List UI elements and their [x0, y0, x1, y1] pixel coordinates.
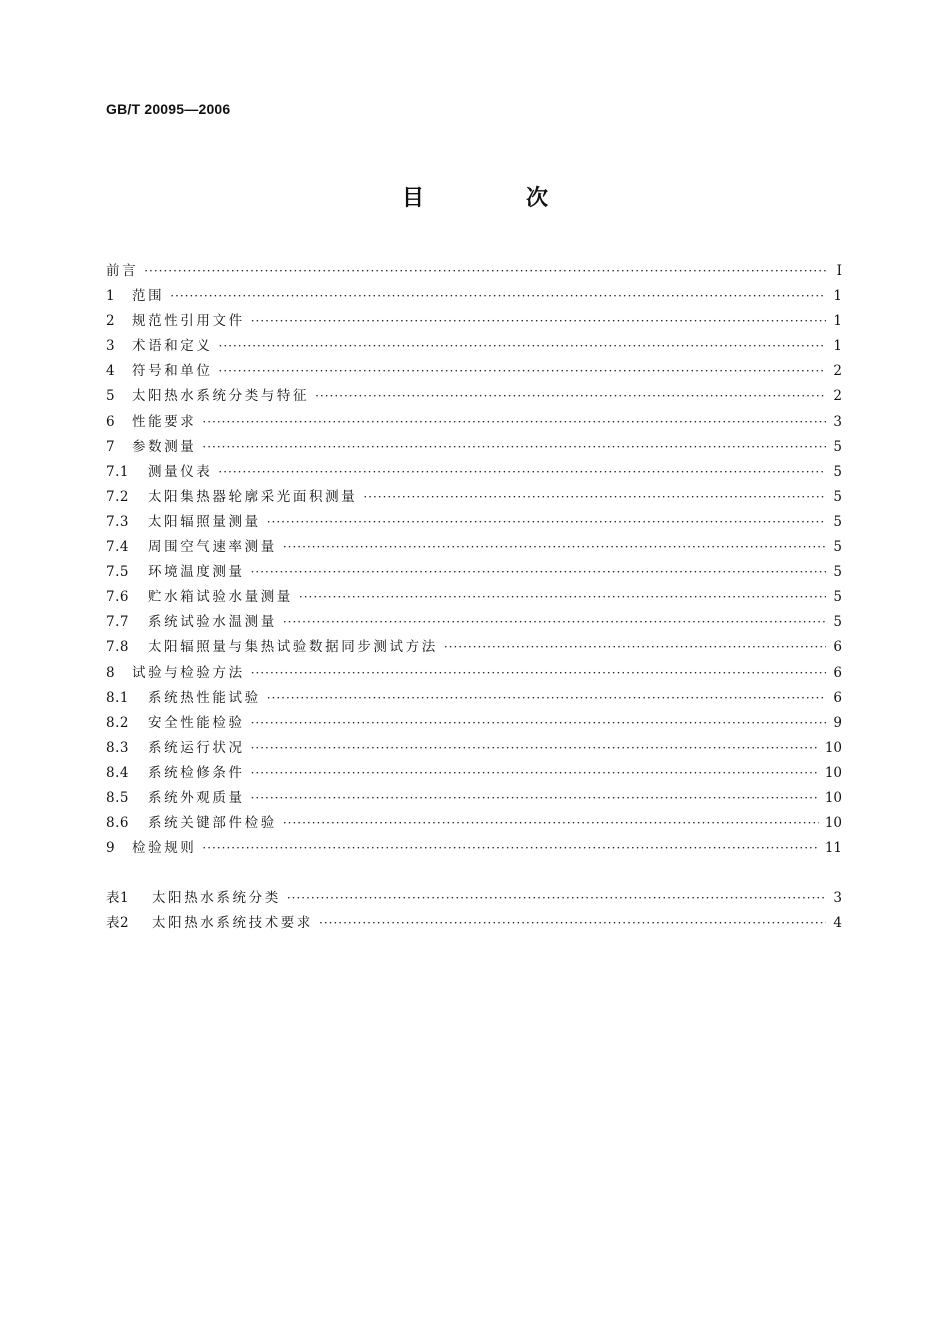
toc-entry-page: 5 — [833, 463, 842, 480]
toc-entry-title: 检验规则 — [132, 840, 197, 857]
toc-entry[interactable] — [106, 359, 842, 384]
toc-entry-title: 术语和定义 — [132, 338, 213, 355]
dot-leader — [267, 686, 826, 711]
toc-entry-number: 7.7 — [106, 614, 129, 631]
dot-leader — [444, 635, 826, 660]
toc-entry[interactable] — [106, 510, 842, 535]
table-of-contents — [106, 259, 842, 936]
toc-entry-number: 2 — [106, 313, 116, 330]
dot-leader — [170, 284, 826, 309]
toc-entry-page: 5 — [833, 539, 842, 556]
toc-entry-title: 太阳辐照量测量 — [148, 513, 261, 530]
toc-entry-page: 4 — [833, 915, 842, 932]
toc-entry[interactable] — [106, 661, 842, 686]
toc-entry-page: 1 — [833, 288, 842, 305]
toc-entry-page: 11 — [824, 840, 842, 857]
toc-entry[interactable] — [106, 786, 842, 811]
toc-entry[interactable] — [106, 334, 842, 359]
dot-leader — [299, 585, 826, 610]
toc-entry-number: 6 — [106, 413, 116, 430]
toc-entry-page: 5 — [833, 488, 842, 505]
toc-entry-number: 5 — [106, 388, 116, 405]
toc-entry-number: 9 — [106, 840, 116, 857]
dot-leader — [319, 911, 826, 936]
dot-leader — [202, 836, 818, 861]
toc-entry-number: 8.1 — [106, 689, 129, 706]
dot-leader — [144, 259, 826, 284]
toc-entry[interactable] — [106, 886, 842, 911]
toc-entry-page: 6 — [833, 639, 842, 656]
toc-entry-number: 7.8 — [106, 639, 129, 656]
toc-entry-page: 10 — [824, 764, 842, 781]
toc-entry[interactable] — [106, 460, 842, 485]
toc-entry-number: 8.6 — [106, 815, 129, 832]
toc-entry[interactable] — [106, 410, 842, 435]
toc-entry-number: 7.1 — [106, 463, 129, 480]
toc-entry-number: 8.5 — [106, 789, 129, 806]
dot-leader — [202, 410, 826, 435]
toc-entry[interactable] — [106, 560, 842, 585]
toc-entry-number: 7 — [106, 438, 116, 455]
toc-entry-title: 系统热性能试验 — [148, 689, 261, 706]
toc-entry[interactable] — [106, 736, 842, 761]
toc-entry-number: 7.3 — [106, 513, 129, 530]
document-code: GB/T 20095—2006 — [106, 101, 231, 117]
toc-entry-title: 贮水箱试验水量测量 — [148, 589, 293, 606]
toc-entry-title: 太阳热水系统分类与特征 — [132, 388, 310, 405]
toc-entry[interactable] — [106, 384, 842, 409]
toc-entry-number: 8.4 — [106, 764, 129, 781]
toc-entry[interactable] — [106, 635, 842, 660]
toc-entry-page: 3 — [833, 890, 842, 907]
toc-entry-number: 7.2 — [106, 488, 129, 505]
toc-entry[interactable] — [106, 911, 842, 936]
toc-entries — [106, 259, 842, 861]
toc-entry-title: 太阳集热器轮廓采光面积测量 — [148, 488, 358, 505]
toc-entry-page: 3 — [833, 413, 842, 430]
toc-entry-number: 8.3 — [106, 739, 129, 756]
toc-entry-title: 参数测量 — [132, 438, 197, 455]
toc-entry-number: 4 — [106, 363, 116, 380]
toc-entry-title: 太阳热水系统分类 — [152, 890, 281, 907]
dot-leader — [251, 761, 819, 786]
toc-entry-number: 7.5 — [106, 564, 129, 581]
toc-entry-title: 太阳辐照量与集热试验数据同步测试方法 — [148, 639, 438, 656]
toc-entry-title: 试验与检验方法 — [132, 664, 245, 681]
toc-entry-page: 10 — [824, 739, 842, 756]
toc-gap — [106, 861, 842, 886]
toc-entry[interactable] — [106, 284, 842, 309]
toc-entry-page: Ⅰ — [836, 263, 842, 279]
toc-entry-title: 周围空气速率测量 — [148, 539, 277, 556]
dot-leader — [315, 384, 826, 409]
dot-leader — [251, 711, 826, 736]
dot-leader — [283, 610, 826, 635]
toc-entry-title: 系统关键部件检验 — [148, 815, 277, 832]
toc-entry-page: 9 — [833, 714, 842, 731]
toc-entry-title: 范围 — [132, 288, 165, 305]
toc-entry-number: 3 — [106, 338, 116, 355]
dot-leader — [251, 661, 826, 686]
toc-entry[interactable] — [106, 761, 842, 786]
dot-leader — [219, 359, 827, 384]
toc-entry-number: 8.2 — [106, 714, 129, 731]
dot-leader — [287, 886, 826, 911]
dot-leader — [202, 435, 826, 460]
toc-entry-page: 5 — [833, 438, 842, 455]
toc-entry[interactable] — [106, 535, 842, 560]
dot-leader — [251, 736, 819, 761]
toc-entry-title: 规范性引用文件 — [132, 313, 245, 330]
toc-entry-page: 5 — [833, 513, 842, 530]
toc-entry[interactable] — [106, 259, 842, 284]
dot-leader — [251, 786, 819, 811]
toc-entry-page: 5 — [833, 614, 842, 631]
toc-entry-title: 系统外观质量 — [148, 789, 245, 806]
toc-entry-number: 1 — [106, 288, 116, 305]
dot-leader — [267, 510, 826, 535]
dot-leader — [219, 334, 827, 359]
toc-entry[interactable] — [106, 585, 842, 610]
dot-leader — [283, 535, 826, 560]
toc-entry-page: 5 — [833, 589, 842, 606]
toc-entry-page: 1 — [833, 338, 842, 355]
toc-entry-title: 测量仪表 — [148, 463, 213, 480]
toc-entry-page: 6 — [833, 689, 842, 706]
toc-entry-title: 安全性能检验 — [148, 714, 245, 731]
toc-entry-title: 前言 — [106, 263, 139, 279]
dot-leader — [218, 460, 826, 485]
page-title: 目 次 — [401, 186, 588, 211]
toc-entry[interactable] — [106, 610, 842, 635]
dot-leader — [251, 560, 826, 585]
toc-entry-page: 2 — [833, 388, 842, 405]
dot-leader — [363, 485, 826, 510]
toc-entry[interactable] — [106, 309, 842, 334]
toc-entry-title: 环境温度测量 — [148, 564, 245, 581]
toc-entry-title: 符号和单位 — [132, 363, 213, 380]
dot-leader — [251, 309, 826, 334]
toc-entry-page: 10 — [824, 789, 842, 806]
toc-entry[interactable] — [106, 836, 842, 861]
toc-entry[interactable] — [106, 485, 842, 510]
toc-entry-number: 表2 — [106, 915, 130, 932]
toc-entry-title: 系统检修条件 — [148, 764, 245, 781]
toc-entry[interactable] — [106, 711, 842, 736]
toc-entry[interactable] — [106, 811, 842, 836]
toc-entry-page: 5 — [833, 564, 842, 581]
toc-entry-page: 1 — [833, 313, 842, 330]
toc-entry-page: 2 — [833, 363, 842, 380]
toc-entry-title: 性能要求 — [132, 413, 197, 430]
dot-leader — [283, 811, 819, 836]
toc-entry-page: 6 — [833, 664, 842, 681]
toc-entry-title: 系统运行状况 — [148, 739, 245, 756]
toc-entry-page: 10 — [824, 815, 842, 832]
toc-entry-number: 7.6 — [106, 589, 129, 606]
toc-entry-number: 8 — [106, 664, 116, 681]
toc-entry-title: 系统试验水温测量 — [148, 614, 277, 631]
toc-entry[interactable] — [106, 435, 842, 460]
toc-entry[interactable] — [106, 686, 842, 711]
toc-entry-number: 表1 — [106, 890, 130, 907]
toc-table-entries — [106, 886, 842, 936]
toc-entry-title: 太阳热水系统技术要求 — [152, 915, 313, 932]
toc-entry-number: 7.4 — [106, 539, 129, 556]
